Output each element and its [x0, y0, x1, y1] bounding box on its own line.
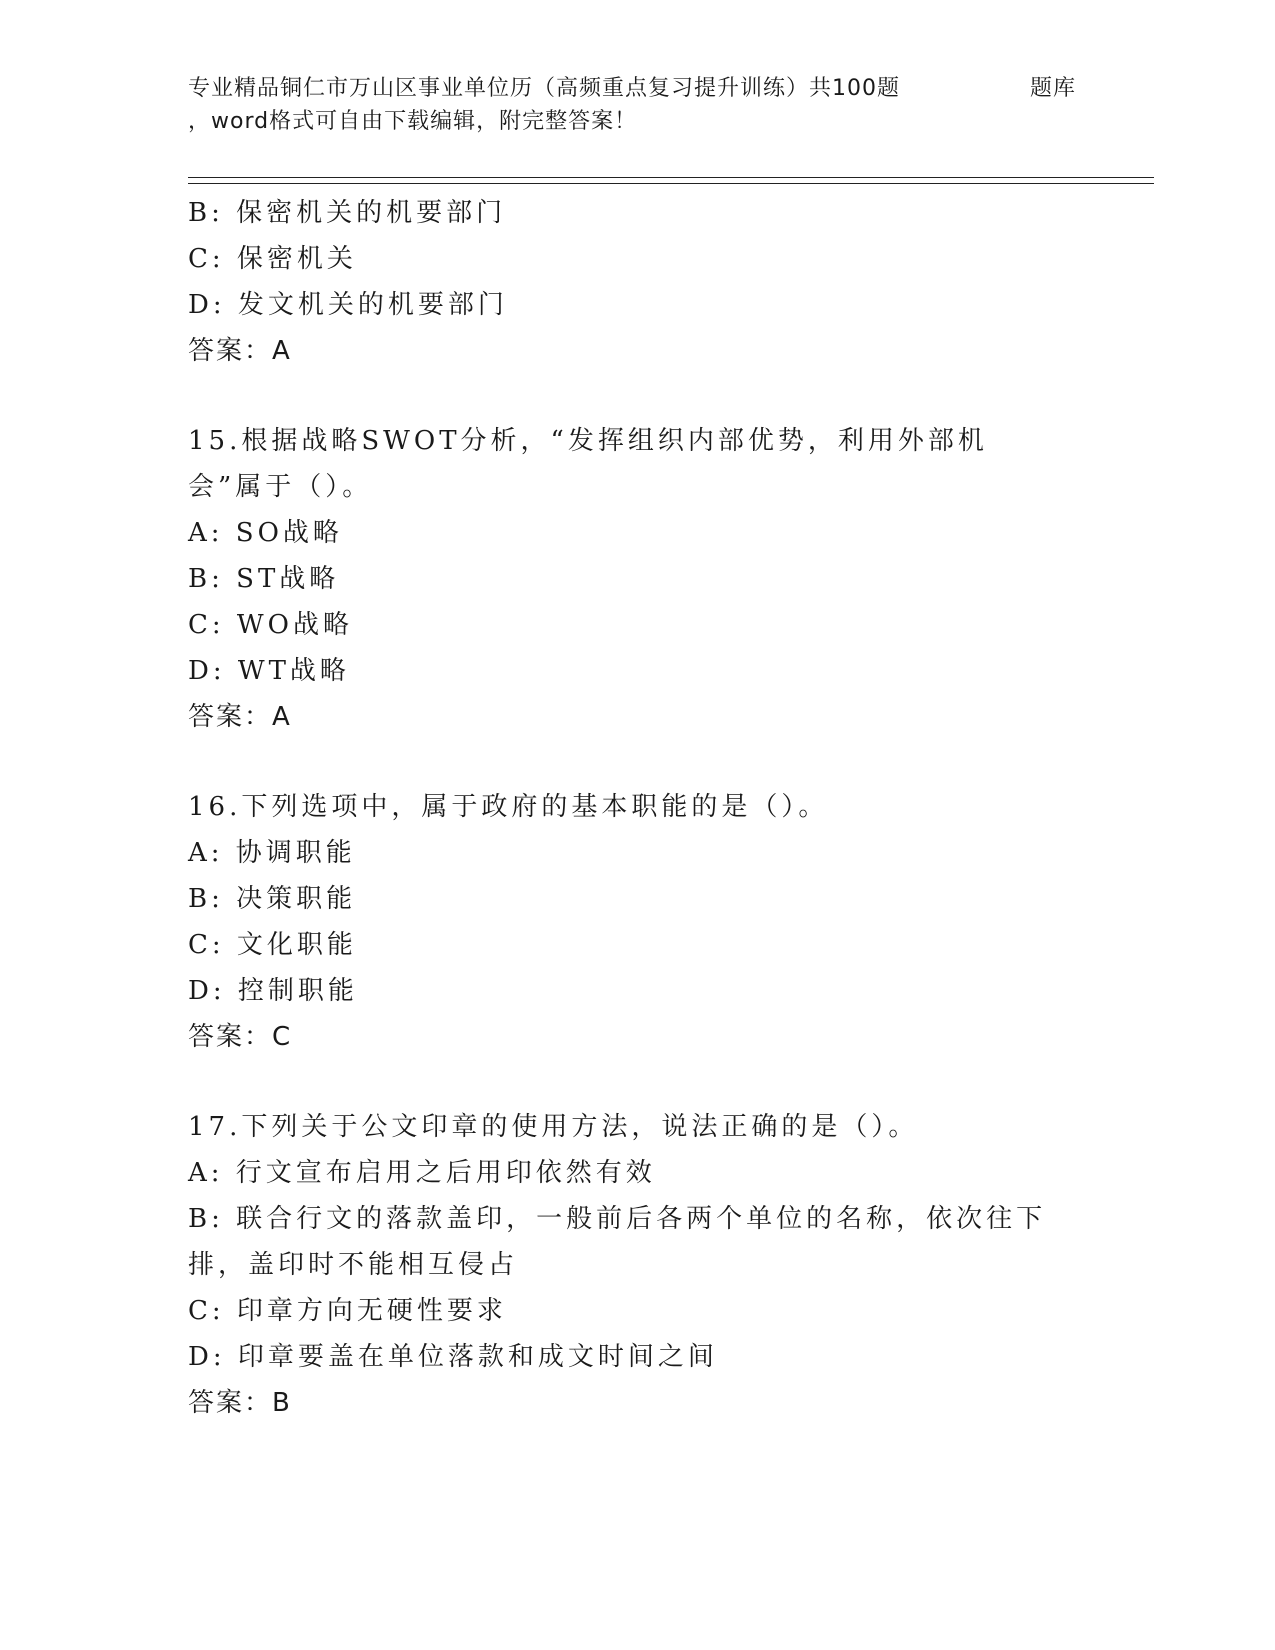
header-title: 专业精品铜仁市万山区事业单位历（高频重点复习提升训练）共100题 — [188, 76, 900, 101]
document-header — [188, 72, 1088, 138]
option-d: D: 发文机关的机要部门 — [188, 290, 508, 320]
option-a: A: SO战略 — [188, 518, 343, 548]
option-d: D: WT战略 — [188, 656, 350, 686]
answer-line: 答案：A — [188, 336, 292, 366]
option-c: C: 保密机关 — [188, 244, 357, 274]
question-text: 15.根据战略SWOT分析，“发挥组织内部优势，利用外部机会”属于（）。 — [188, 426, 988, 502]
option-d: D: 控制职能 — [188, 976, 358, 1006]
header-tag: 题库 — [1030, 76, 1077, 101]
option-b: B: 保密机关的机要部门 — [188, 198, 507, 228]
option-b: B: 决策职能 — [188, 884, 357, 914]
option-c: C: WO战略 — [188, 610, 353, 640]
answer-line: 答案：A — [188, 702, 292, 732]
answer-line: 答案：B — [188, 1388, 292, 1418]
option-c: C: 印章方向无硬性要求 — [188, 1296, 507, 1326]
header-subtitle: ，word格式可自由下载编辑，附完整答案！ — [188, 109, 638, 134]
option-a: A: 协调职能 — [188, 838, 356, 868]
option-c: C: 文化职能 — [188, 930, 357, 960]
header-divider-top — [188, 177, 1154, 178]
header-line-1 — [188, 72, 1088, 105]
question-block-17 — [188, 1104, 1148, 1426]
document-body — [188, 190, 1148, 1426]
question-text: 16.下列选项中，属于政府的基本职能的是（）。 — [188, 792, 829, 822]
header-divider-bottom — [188, 183, 1154, 184]
option-d: D: 印章要盖在单位落款和成文时间之间 — [188, 1342, 718, 1372]
question-text: 17.下列关于公文印章的使用方法，说法正确的是（）。 — [188, 1112, 919, 1142]
answer-line: 答案：C — [188, 1022, 293, 1052]
option-b: B: ST战略 — [188, 564, 340, 594]
question-block-15 — [188, 418, 1148, 740]
question-block-continued — [188, 190, 1148, 374]
option-b: B: 联合行文的落款盖印，一般前后各两个单位的名称，依次往下排，盖印时不能相互侵占 — [188, 1204, 1047, 1280]
option-a: A: 行文宣布启用之后用印依然有效 — [188, 1158, 656, 1188]
question-block-16 — [188, 784, 1148, 1060]
